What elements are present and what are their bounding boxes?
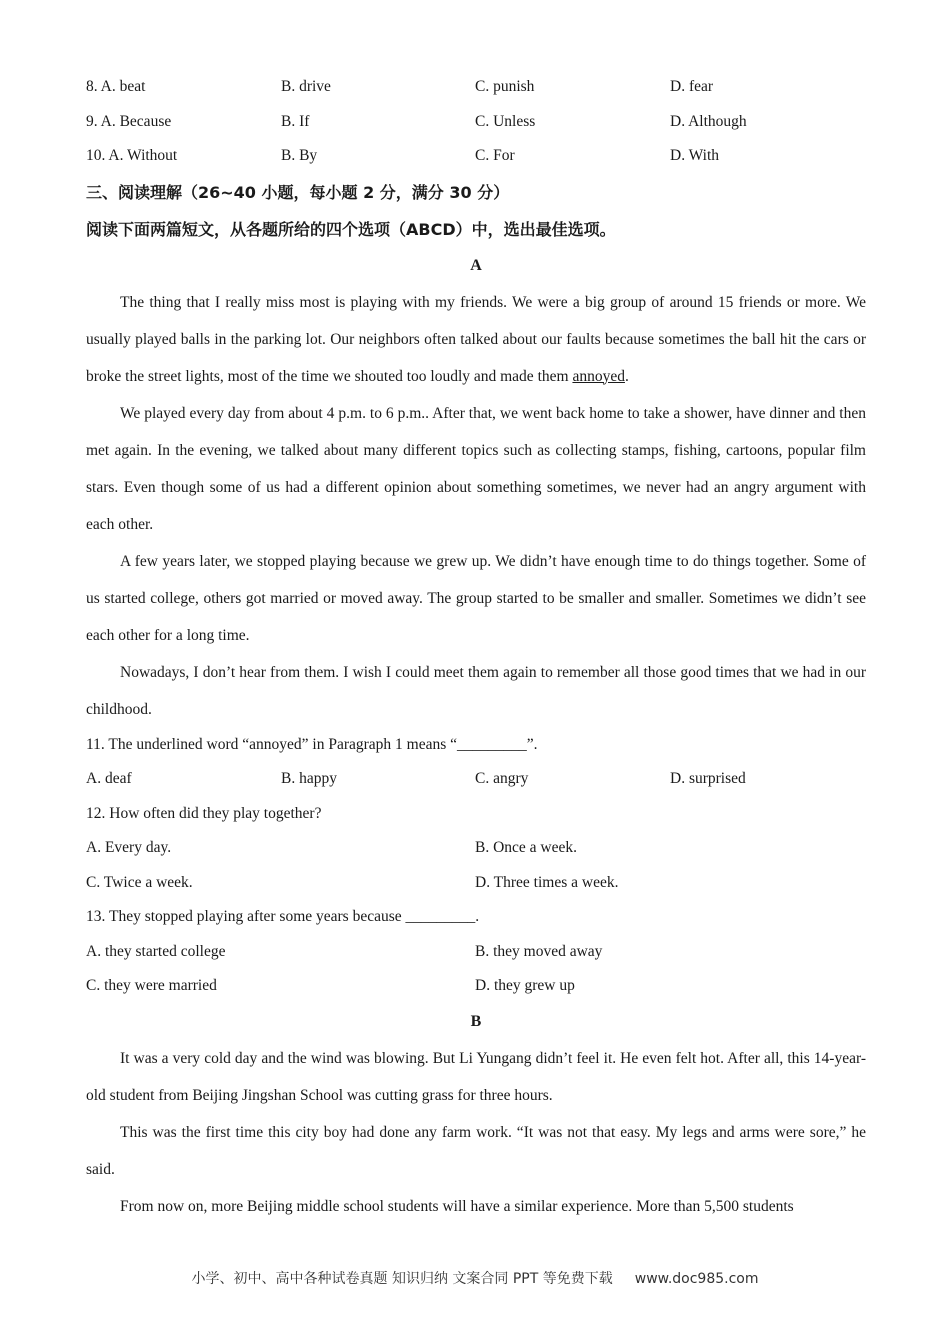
option-b: B. happy <box>281 770 337 787</box>
option-b: B. drive <box>281 78 331 95</box>
page-footer <box>0 1268 950 1288</box>
option-a: 10. A. Without <box>86 147 178 164</box>
option-a: A. deaf <box>86 770 132 787</box>
passage-a-paragraph-3: A few years later, we stopped playing because we grew up. We didn’t have enough time to do things together. Some of us started college, others got married or moved away. The group started to be smaller and smaller. Sometimes we didn’t see each other for a long time. <box>86 552 866 644</box>
cloze-option-row <box>86 105 866 140</box>
question-13-options-row-1 <box>86 935 866 970</box>
option-d: D. Although <box>670 112 747 130</box>
footer-text: 小学、初中、高中各种试卷真题 知识归纳 文案合同 PPT 等免费下载 <box>191 1271 613 1287</box>
cloze-option-row <box>86 70 866 105</box>
passage-b-paragraph-2: This was the first time this city boy had done any farm work. “It was not that easy. My legs and arms were sore,” he said. <box>86 1123 866 1178</box>
option-b: B. By <box>281 147 318 164</box>
passage-b-paragraph-3: From now on, more Beijing middle school students will have a similar experience. More than 5,500 students <box>120 1197 794 1215</box>
option-c: C. punish <box>475 78 535 95</box>
option-d: D. fear <box>670 78 714 95</box>
question-13-options-row-2 <box>86 969 866 1004</box>
option-c: C. they were married <box>86 977 217 994</box>
passage-a-paragraph-4: Nowadays, I don’t hear from them. I wish I could meet them again to remember all those good times that we had in our childhood. <box>86 663 866 718</box>
option-d: D. Three times a week. <box>475 873 619 891</box>
option-a: A. they started college <box>86 942 226 960</box>
question-11-options <box>86 762 866 797</box>
exam-page <box>86 70 866 1225</box>
option-c: C. For <box>475 147 515 164</box>
option-c: C. Unless <box>475 112 536 130</box>
passage-a-heading: A <box>470 256 482 274</box>
passage-a-paragraph-1 <box>86 284 866 395</box>
passage-b-heading: B <box>470 1012 482 1030</box>
question-12-stem: 12. How often did they play together? <box>86 804 322 822</box>
option-d: D. surprised <box>670 770 746 787</box>
option-c: C. angry <box>475 770 529 787</box>
paragraph-text-end: . <box>624 367 629 385</box>
question-13-stem: 13. They stopped playing after some years because _________. <box>86 908 480 925</box>
option-a: 9. A. Because <box>86 112 172 130</box>
footer-link[interactable]: www.doc985.com <box>634 1271 759 1287</box>
passage-a-paragraph-2: We played every day from about 4 p.m. to 6 p.m.. After that, we went back home to take a shower, have dinner and then met again. In the evening, we talked about many different topics such as collecting stamps, fishing, cartoons, popular film stars. Even though some of us had a different opinion about something sometimes, we never had an angry argument with each other. <box>86 404 866 533</box>
section-instruction: 阅读下面两篇短文，从各题所给的四个选项（ABCD）中，选出最佳选项。 <box>86 219 616 239</box>
option-b: B. they moved away <box>475 942 603 960</box>
question-11-stem: 11. The underlined word “annoyed” in Paragraph 1 means “_________”. <box>86 735 538 753</box>
option-d: D. they grew up <box>475 977 575 994</box>
option-a: A. Every day. <box>86 839 172 856</box>
underlined-word: annoyed <box>572 367 625 385</box>
question-12-options-row-1 <box>86 831 866 866</box>
option-b: B. If <box>281 112 310 130</box>
cloze-option-row <box>86 139 866 174</box>
option-a: 8. A. beat <box>86 78 146 95</box>
paragraph-text: The thing that I really miss most is playing with my friends. We were a big group of around 15 friends or more. We usually played balls in the parking lot. Our neighbors often talked about our faults because sometimes the ball hit the cars or broke the street lights, most of the time we shouted too loudly and made them <box>86 293 866 385</box>
option-d: D. With <box>670 147 720 164</box>
question-12-options-row-2 <box>86 866 866 901</box>
section-title: 三、阅读理解（26~40 小题，每小题 2 分，满分 30 分） <box>86 182 510 202</box>
option-c: C. Twice a week. <box>86 873 193 891</box>
option-b: B. Once a week. <box>475 839 577 856</box>
passage-b-paragraph-1: It was a very cold day and the wind was blowing. But Li Yungang didn’t feel it. He even felt hot. After all, this 14-year-old student from Beijing Jingshan School was cutting grass for three hours. <box>86 1049 866 1104</box>
